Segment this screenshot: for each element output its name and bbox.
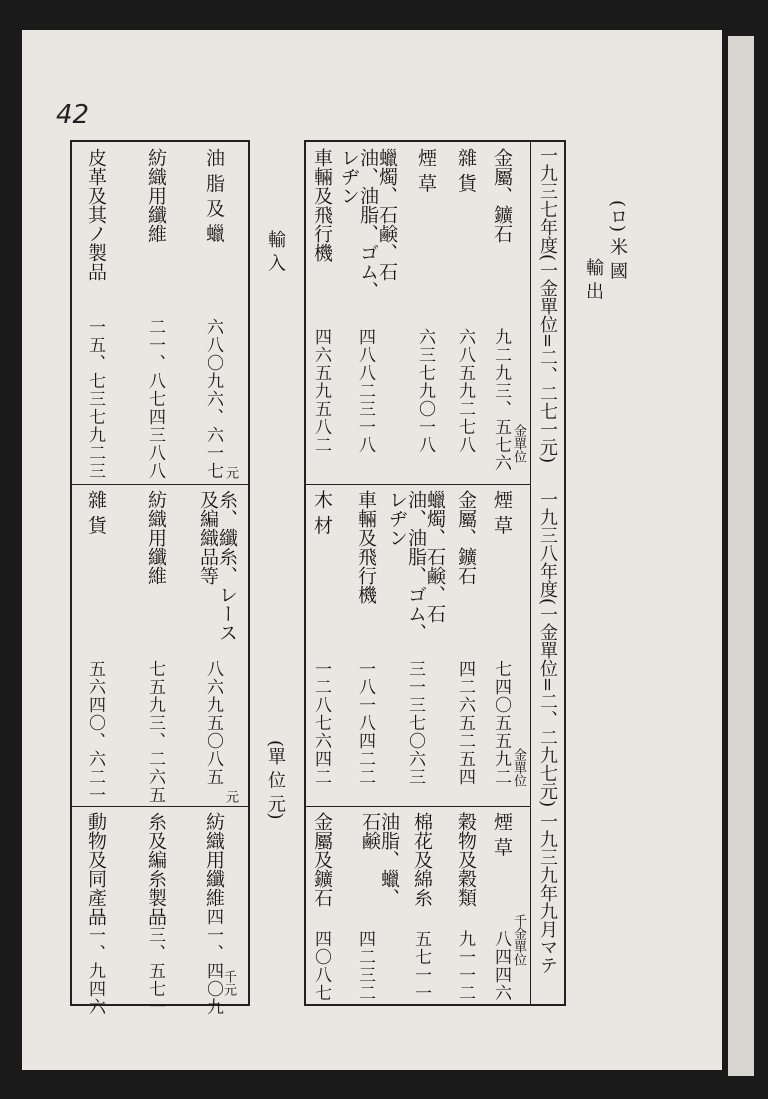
left-1939-item-1: 紡織用纖維: [203, 812, 225, 907]
right-col-1937-header: 一九三七年度(一金單位=二、二七一元): [537, 146, 558, 464]
right-1938-value-3: 三一三七〇六三: [405, 660, 425, 786]
left-1937-value-1: 六八〇九六、六一七: [203, 318, 223, 480]
right-1938-item-2: 金屬、鑛石: [455, 490, 477, 585]
left-1939-value-2: 一三、五七一: [145, 908, 165, 1016]
right-1937-item-5: 車輛及飛行機: [311, 148, 333, 262]
right-table-right-rule: [564, 140, 566, 1006]
right-unit-1939: 千金單位: [511, 914, 526, 966]
left-1938-value-3: 五六四〇、六二一: [85, 660, 105, 804]
right-1937-item-4: 蠟燭、石鹸、石油、油脂、ゴム、レヂン: [338, 148, 398, 300]
right-1938-item-1: 煙 草: [491, 490, 513, 535]
right-1937-value-4: 四八八二三一八: [355, 328, 375, 454]
right-1939-value-5: 四〇八七: [311, 930, 331, 1002]
left-table-right-rule: [248, 140, 250, 1006]
right-1939-item-2: 穀物及穀類: [455, 812, 477, 907]
left-unit-note: (單 位 元): [265, 740, 286, 820]
left-1938-item-1: 糸、纖糸、レース及編織品等: [197, 490, 238, 642]
right-table-left-rule: [304, 140, 306, 1006]
right-1939-item-3: 棉花及綿糸: [411, 812, 433, 907]
right-header-sep: [530, 140, 531, 1006]
right-col-1939-header: 一九三九年九月マテ: [537, 812, 558, 974]
left-table-left-rule: [70, 140, 72, 1006]
right-heading: (ロ) 米 國: [607, 200, 628, 280]
adjacent-page-edge: [728, 36, 754, 1076]
left-1939-item-2: 糸及編糸製品: [145, 812, 167, 926]
right-1939-value-4: 四二三二: [355, 930, 375, 1002]
right-1938-item-3: 蠟燭、石鹸、石油、油脂、ゴム、レヂン: [386, 490, 446, 642]
left-row-rule-1: [70, 484, 250, 485]
left-1939-item-3: 動物及同產品: [85, 812, 107, 926]
right-1939-value-2: 九一一二: [455, 930, 475, 1002]
page-number: 42: [56, 100, 90, 130]
right-1939-value-3: 五七一一: [411, 930, 431, 1002]
right-1937-value-1: 九二九三、五七六: [491, 328, 511, 472]
right-1938-item-4: 車輛及飛行機: [355, 490, 377, 604]
left-unit-1938: 元: [223, 790, 238, 803]
right-1938-item-5: 木 材: [311, 490, 333, 535]
left-1937-item-2: 紡織用纖維: [145, 148, 167, 243]
left-1939-value-3: 一一、九四六: [85, 908, 105, 1016]
left-unit-1937: 元: [223, 466, 238, 479]
right-table-top-rule: [304, 140, 566, 142]
left-1939-value-1: 四一、四〇九: [203, 908, 223, 1016]
right-1937-value-3: 六三七九〇一八: [415, 328, 435, 454]
right-1938-value-2: 四二六五二五四: [455, 660, 475, 786]
right-1937-item-2: 雜 貨: [455, 148, 477, 193]
right-1937-item-3: 煙 草: [415, 148, 437, 193]
right-row-rule-1: [304, 484, 530, 485]
right-row-rule-2: [304, 806, 530, 807]
right-1939-value-1: 八四四六: [491, 930, 511, 1002]
left-1938-item-2: 紡織用纖維: [145, 490, 167, 585]
left-1937-item-3: 皮革及其ノ製品: [85, 148, 107, 281]
right-col-1938-header: 一九三八年度(一金單位=二、二九七元): [537, 490, 558, 808]
left-1937-item-1: 油 脂 及 蠟: [203, 148, 225, 243]
left-row-rule-2: [70, 806, 250, 807]
right-1937-value-2: 六八五九二七八: [455, 328, 475, 454]
right-1937-value-5: 四六五九五八二: [311, 328, 331, 454]
right-1937-item-1: 金屬、鑛石: [491, 148, 513, 243]
right-table-bottom-rule: [304, 1004, 566, 1006]
right-subheading: 輸 出: [583, 258, 604, 300]
left-table-top-rule: [70, 140, 250, 142]
left-1937-value-2: 二一、八七四三八八: [145, 318, 165, 480]
right-1939-item-5: 金屬及鑛石: [311, 812, 333, 907]
right-1938-value-1: 七四〇五五九二: [491, 660, 511, 786]
left-1938-value-1: 八六九五〇八五: [203, 660, 223, 786]
right-1938-value-4: 一八一八四二二: [355, 660, 375, 786]
left-1938-value-2: 七五九三、二六五: [145, 660, 165, 804]
right-1939-item-4: 油脂、蠟、石鹸: [359, 812, 400, 907]
left-heading: 輸 入: [265, 230, 286, 272]
right-unit-1938: 金單位: [511, 748, 526, 787]
left-unit-1939: 千元: [221, 970, 236, 996]
right-unit-1937: 金單位: [511, 424, 526, 463]
left-1937-value-3: 一五、七三七九二三: [85, 318, 105, 480]
right-1938-value-5: 一二八七六四二: [311, 660, 331, 786]
left-1938-item-3: 雜 貨: [85, 490, 107, 535]
right-1939-item-1: 煙 草: [491, 812, 513, 857]
